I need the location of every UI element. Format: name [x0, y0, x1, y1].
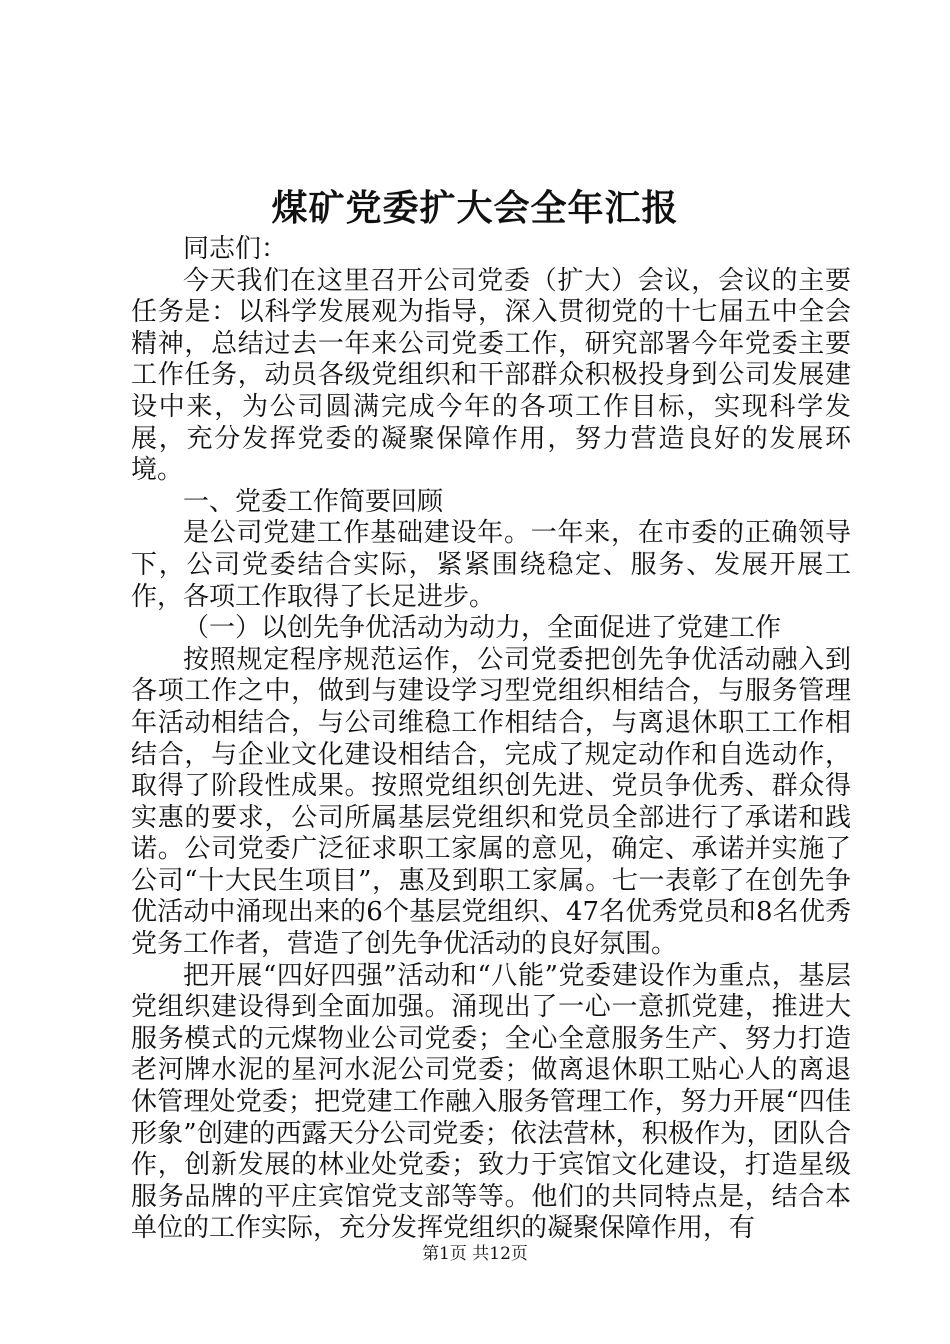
body-paragraph: 把开展“四好四强”活动和“八能”党委建设作为重点，基层党组织建设得到全面加强。涌现出了一心一意抓党建，推进大服务模式的元煤物业公司党委；全心全意服务生产、努力打造老河牌水泥的星河水泥公司党委；做离退休职工贴心人的离退休管理处党委；把党建工作融入服务管理工作，努力开展“四佳形象”创建的西露天分公司党委；依法营林，积极作为，团队合作，创新发展的林业处党委；致力于宾馆文化建设，打造星级服务品牌的平庄宾馆党支部等等。他们的共同特点是，结合本单位的工作实际，充分发挥党组织的凝聚保障作用，有 [131, 960, 851, 1244]
salutation-paragraph: 同志们： [183, 234, 288, 264]
page-number-footer: 第1页 共12页 [422, 1244, 528, 1264]
subsection-heading: （一）以创先争优活动为动力，全面促进了党建工作 [183, 613, 782, 644]
intro-paragraph: 今天我们在这里召开公司党委（扩大）会议，会议的主要任务是：以科学发展观为指导，深入贯彻党的十七届五中全会精神，总结过去一年来公司党委工作，研究部署今年党委主要工作任务，动员各级党组织和干部群众积极投身到公司发展建设中来，为公司圆满完成今年的各项工作目标，实现科学发展，充分发挥党委的凝聚保障作用，努力营造良好的发展环境。 [131, 265, 851, 486]
body-paragraph: 按照规定程序规范运作，公司党委把创先争优活动融入到各项工作之中，做到与建设学习型党组织相结合，与服务管理年活动相结合，与公司维稳工作相结合，与离退休职工工作相结合，与企业文化建设相结合，完成了规定动作和自选动作，取得了阶段性成果。按照党组织创先进、党员争优秀、群众得实惠的要求，公司所属基层党组织和党员全部进行了承诺和践诺。公司党委广泛征求职工家属的意见，确定、承诺并实施了公司“十大民生项目”，惠及到职工家属。七一表彰了在创先争优活动中涌现出来的6个基层党组织、47名优秀党员和8名优秀党务工作者，营造了创先争优活动的良好氛围。 [131, 644, 851, 960]
section-summary-paragraph: 是公司党建工作基础建设年。一年来，在市委的正确领导下，公司党委结合实际，紧紧围绕稳定、服务、发展开展工作，各项工作取得了长足进步。 [131, 518, 851, 612]
document-title: 煤矿党委扩大会全年汇报 [271, 187, 679, 229]
section-heading: 一、党委工作简要回顾 [183, 486, 444, 517]
document-body [131, 234, 851, 1245]
